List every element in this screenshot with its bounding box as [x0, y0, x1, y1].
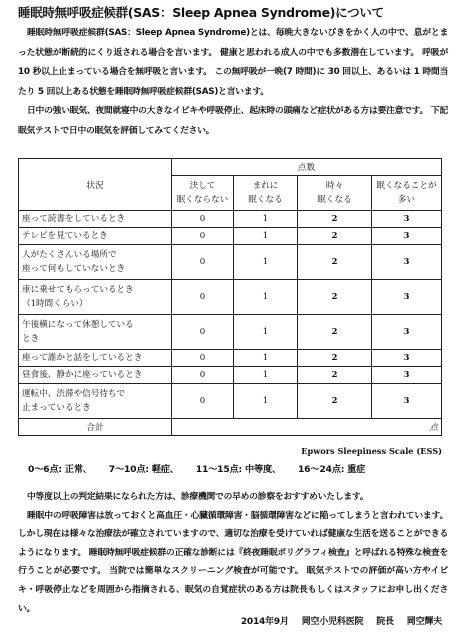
score-cell: 2	[298, 211, 372, 228]
situation-header: 状況	[19, 159, 172, 211]
score-ranges	[28, 461, 379, 475]
score-cell: 2	[298, 245, 372, 280]
score-cell: 0	[172, 228, 234, 245]
score-cell: 2	[298, 228, 372, 245]
table-row	[19, 280, 442, 315]
score-cell: 2	[298, 367, 372, 384]
signature-date: 2014年9月	[240, 617, 289, 627]
score-cell: 3	[372, 228, 442, 245]
score-cell: 0	[172, 384, 234, 419]
signature	[231, 614, 442, 627]
score-cell: 1	[234, 315, 298, 350]
score-cell: 3	[372, 280, 442, 315]
situation-cell: 午後横になって休憩している とき	[19, 315, 172, 350]
total-label: 合計	[19, 419, 172, 436]
situation-cell: 座って読書をしているとき	[19, 211, 172, 228]
table-row	[19, 384, 442, 419]
closing-text	[18, 488, 448, 618]
situation-cell: テレビを見ているとき	[19, 228, 172, 245]
score-cell: 0	[172, 245, 234, 280]
table-row	[19, 245, 442, 280]
signature-clinic: 岡空小児科医院	[301, 617, 364, 627]
closing-paragraph: 睡眠中の呼吸障害は放っておくと高血圧・心臓循環障害・脳循環障害などに陥ってしまうと言われています。 しかし現在は様々な治療法が確立されていますので、適切な治療を受けていれば健康な生活を送ることができるようになります。 睡眠時無呼吸症候群の正確な診断には『終夜睡眠ポリグラフィ検査』と呼ばれる特殊な検査を行うことが必要です。 当院では簡単なスクリーニング検査が可能です。 眠気テストでの評価が高い方やイビキ・呼吸停止などを周囲から指摘される、眠気の自覚症状のある方は院長もしくはスタッフにお申し出ください。	[18, 510, 448, 614]
column-header-often: 眠くなることが 多い	[372, 176, 442, 211]
range-normal: 0～6点: 正常、	[28, 464, 92, 475]
score-cell: 3	[372, 350, 442, 367]
intro-text	[18, 24, 448, 142]
situation-cell: 運転中、渋滞や信号待ちで 止まっているとき	[19, 384, 172, 419]
total-input-cell[interactable]: 点	[172, 419, 442, 436]
table-row	[19, 228, 442, 245]
situation-cell: 人がたくさんいる場所で 座って何もしていないとき	[19, 245, 172, 280]
score-cell: 0	[172, 367, 234, 384]
score-cell: 1	[234, 245, 298, 280]
column-header-never: 決して 眠くならない	[172, 176, 234, 211]
table-row	[19, 367, 442, 384]
total-row	[19, 419, 442, 436]
range-mild: 7～10点: 軽症、	[108, 464, 179, 475]
score-cell: 1	[234, 367, 298, 384]
score-cell: 1	[234, 280, 298, 315]
situation-cell: 車に乗せてもらっているとき （1時間くらい）	[19, 280, 172, 315]
scale-name: Epwors Sleepiness Scale (ESS)	[301, 446, 442, 456]
situation-cell: 昼食後、静かに座っているとき	[19, 367, 172, 384]
score-cell: 0	[172, 350, 234, 367]
score-cell: 3	[372, 245, 442, 280]
score-cell: 1	[234, 228, 298, 245]
score-cell: 0	[172, 211, 234, 228]
score-cell: 2	[298, 315, 372, 350]
closing-paragraph: 中等度以上の判定結果になられた方は、診療機関での早めの診察をおすすめいたします。	[27, 492, 369, 502]
score-cell: 0	[172, 315, 234, 350]
table-header-row	[19, 159, 442, 176]
score-cell: 0	[172, 280, 234, 315]
score-header: 点数	[172, 159, 442, 176]
score-cell: 1	[234, 350, 298, 367]
table-row	[19, 211, 442, 228]
intro-paragraph: 日中の強い眠気、夜間就寝中の大きなイビキや呼吸停止、起床時の頭痛など症状がある方は要注意です。 下記眠気テストで日中の眠気を評価してみてください。	[18, 106, 448, 136]
score-cell: 2	[298, 384, 372, 419]
sleepiness-table	[18, 158, 442, 436]
score-cell: 3	[372, 384, 442, 419]
score-cell: 1	[234, 211, 298, 228]
table-row	[19, 315, 442, 350]
intro-paragraph: 睡眠時無呼吸症候群(SAS：Sleep Apnea Syndrome)とは、毎晩大きないびきをかく人の中で、息がとまった状態が断続的にくり返される場合を言います。 健康と思われる成人の中でも多数潜在しています。 呼吸が 10 秒以上止まっている場合を無呼吸と言います。 この無呼吸が一晩(7 時間)に 30 回以上、あるいは 1 時間当たり 5 回以上ある状態を睡眠時無呼吸症候群(SAS)と言います。	[18, 28, 448, 97]
range-moderate: 11～15点: 中等度、	[195, 464, 281, 475]
score-cell: 3	[372, 315, 442, 350]
column-header-rarely: まれに 眠くなる	[234, 176, 298, 211]
score-cell: 3	[372, 211, 442, 228]
column-header-sometimes: 時々 眠くなる	[298, 176, 372, 211]
table-row	[19, 350, 442, 367]
page-title: 睡眠時無呼吸症候群(SAS：Sleep Apnea Syndrome)について	[18, 5, 384, 20]
situation-cell: 座って誰かと話をしているとき	[19, 350, 172, 367]
range-severe: 16～24点: 重症	[297, 464, 366, 475]
signature-name: 岡空輝夫	[406, 617, 442, 627]
score-cell: 3	[372, 367, 442, 384]
score-cell: 2	[298, 280, 372, 315]
score-cell: 2	[298, 350, 372, 367]
signature-role: 院長	[376, 617, 394, 627]
score-cell: 1	[234, 384, 298, 419]
